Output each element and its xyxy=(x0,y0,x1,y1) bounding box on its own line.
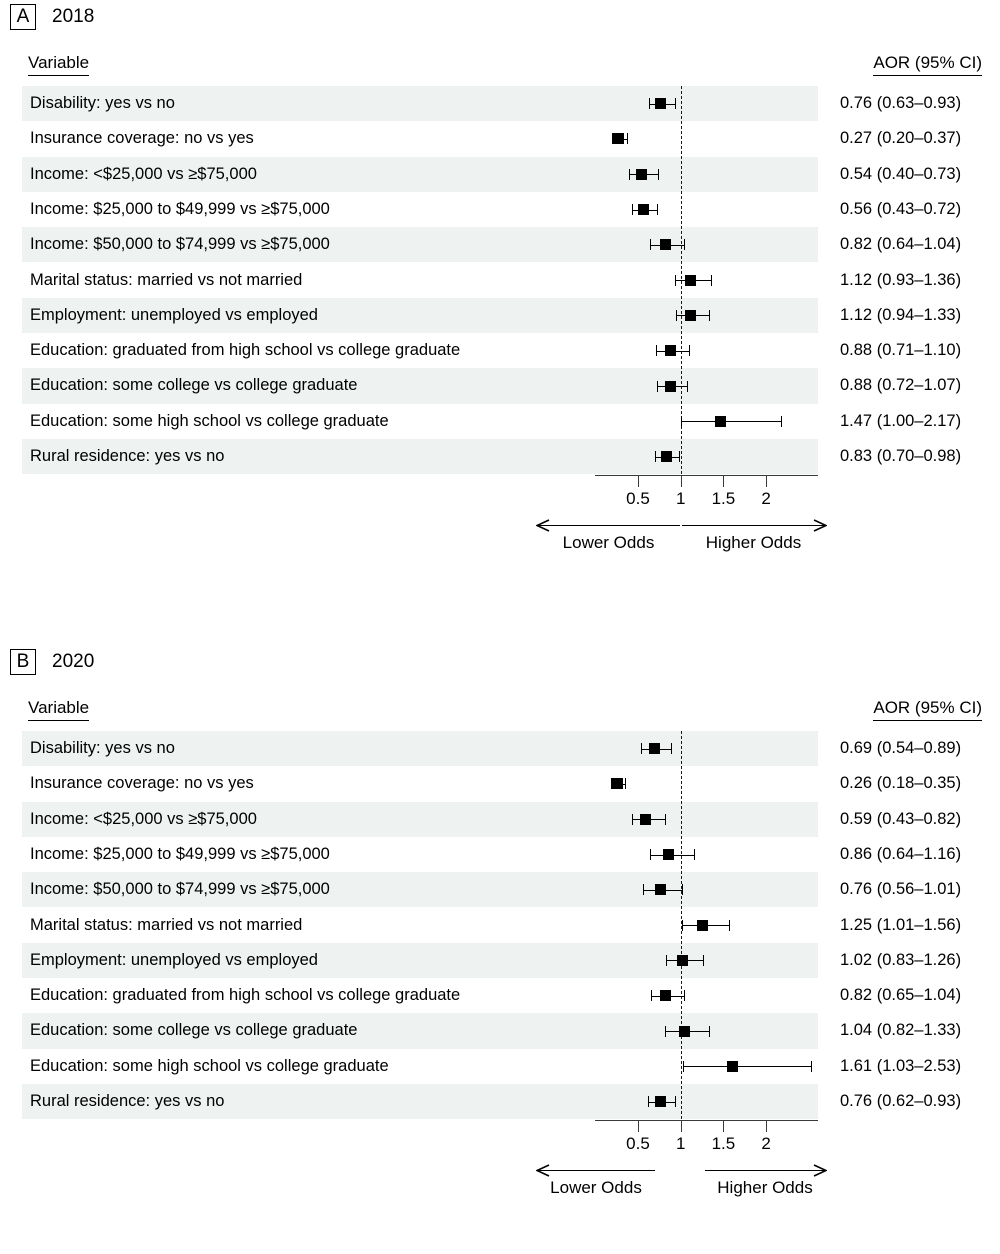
arrow-right-icon xyxy=(813,1164,827,1182)
arrow-left-icon xyxy=(536,519,550,537)
lower-odds-label: Lower Odds xyxy=(562,533,655,553)
variable-label: Rural residence: yes vs no xyxy=(30,447,225,465)
x-axis-tick xyxy=(638,476,639,487)
table-row xyxy=(22,192,962,227)
variable-label: Marital status: married vs not married xyxy=(30,270,303,289)
variable-label: Disability: yes vs no xyxy=(30,94,175,112)
panel-b-2020 xyxy=(0,645,1000,1198)
variable-label: Education: some college vs college graduate xyxy=(30,376,358,395)
x-axis-tick xyxy=(681,476,682,487)
variable-label: Employment: unemployed vs employed xyxy=(30,305,318,324)
table-row xyxy=(22,121,962,156)
x-axis-tick xyxy=(681,1121,682,1132)
table-row xyxy=(22,943,962,978)
aor-value: 1.02 (0.83–1.26) xyxy=(840,950,962,969)
x-axis-tick xyxy=(723,1121,724,1132)
variable-label: Income: <$25,000 vs ≥$75,000 xyxy=(30,164,257,183)
x-axis-line xyxy=(595,1120,818,1121)
panel-b-year: 2020 xyxy=(52,651,95,672)
aor-value: 0.26 (0.18–0.35) xyxy=(840,774,962,793)
variable-label: Income: $50,000 to $74,999 vs ≥$75,000 xyxy=(30,235,330,254)
aor-value: 0.86 (0.64–1.16) xyxy=(840,844,962,863)
aor-value: 0.88 (0.72–1.07) xyxy=(840,376,962,395)
variable-label: Rural residence: yes vs no xyxy=(30,1092,225,1110)
aor-value: 0.76 (0.63–0.93) xyxy=(840,94,962,112)
x-axis xyxy=(0,1120,1000,1198)
x-axis-tick xyxy=(723,476,724,487)
x-axis xyxy=(0,475,1000,553)
table-row xyxy=(22,298,962,333)
panel-b-rows xyxy=(0,731,1000,1119)
lower-odds-line xyxy=(537,1170,655,1171)
variable-label: Disability: yes vs no xyxy=(30,739,175,757)
variable-label: Education: graduated from high school vs college graduate xyxy=(30,341,461,360)
x-axis-tick xyxy=(638,1121,639,1132)
table-row xyxy=(22,1049,962,1084)
aor-value: 0.69 (0.54–0.89) xyxy=(840,739,962,757)
panel-a-column-headers xyxy=(0,52,1000,86)
panel-b-letter: B xyxy=(10,649,36,675)
column-header-aor: AOR (95% CI) xyxy=(873,697,982,721)
lower-odds-line xyxy=(537,525,680,526)
variable-label: Employment: unemployed vs employed xyxy=(30,950,318,969)
x-axis-tick-label: 2 xyxy=(761,489,771,509)
aor-value: 0.54 (0.40–0.73) xyxy=(840,164,962,183)
panel-a-year: 2018 xyxy=(52,6,95,27)
panel-b-header xyxy=(0,645,1000,697)
aor-value: 0.56 (0.43–0.72) xyxy=(840,199,962,218)
higher-odds-label: Higher Odds xyxy=(717,1178,813,1198)
table-row xyxy=(22,872,962,907)
table-row xyxy=(22,1013,962,1048)
variable-label: Education: some high school vs college graduate xyxy=(30,411,389,430)
aor-value: 0.76 (0.56–1.01) xyxy=(840,880,962,899)
table-row xyxy=(22,227,962,262)
aor-value: 1.61 (1.03–2.53) xyxy=(840,1056,962,1075)
table-row xyxy=(22,731,962,766)
table-row xyxy=(22,978,962,1013)
variable-label: Insurance coverage: no vs yes xyxy=(30,129,254,148)
x-axis-tick-label: 1.5 xyxy=(711,489,736,509)
higher-odds-line xyxy=(682,525,825,526)
table-row xyxy=(22,1084,962,1119)
aor-value: 1.12 (0.93–1.36) xyxy=(840,270,962,289)
aor-value: 0.82 (0.65–1.04) xyxy=(840,986,962,1005)
table-row xyxy=(22,439,962,474)
aor-value: 1.12 (0.94–1.33) xyxy=(840,305,962,324)
panel-a-header xyxy=(0,0,1000,52)
table-row xyxy=(22,802,962,837)
variable-label: Income: <$25,000 vs ≥$75,000 xyxy=(30,809,257,828)
variable-label: Insurance coverage: no vs yes xyxy=(30,774,254,793)
aor-value: 1.47 (1.00–2.17) xyxy=(840,411,962,430)
aor-value: 0.83 (0.70–0.98) xyxy=(840,447,962,465)
x-axis-line xyxy=(595,475,818,476)
variable-label: Income: $25,000 to $49,999 vs ≥$75,000 xyxy=(30,844,330,863)
variable-label: Education: graduated from high school vs college graduate xyxy=(30,986,461,1005)
higher-odds-label: Higher Odds xyxy=(705,533,802,553)
arrow-right-icon xyxy=(813,519,827,537)
column-header-aor: AOR (95% CI) xyxy=(873,52,982,76)
x-axis-tick-label: 1.5 xyxy=(711,1134,736,1154)
x-axis-tick xyxy=(766,476,767,487)
aor-value: 0.59 (0.43–0.82) xyxy=(840,809,962,828)
table-row xyxy=(22,86,962,121)
x-axis-tick-label: 0.5 xyxy=(626,1134,650,1154)
table-row xyxy=(22,263,962,298)
table-row xyxy=(22,837,962,872)
aor-value: 1.04 (0.82–1.33) xyxy=(840,1021,962,1040)
aor-value: 0.27 (0.20–0.37) xyxy=(840,129,962,148)
table-row xyxy=(22,766,962,801)
table-row xyxy=(22,404,962,439)
x-axis-tick-label: 2 xyxy=(761,1134,771,1154)
odds-direction-annotation xyxy=(0,519,1000,565)
lower-odds-label: Lower Odds xyxy=(550,1178,642,1198)
aor-value: 0.76 (0.62–0.93) xyxy=(840,1092,962,1110)
variable-label: Income: $50,000 to $74,999 vs ≥$75,000 xyxy=(30,880,330,899)
x-axis-tick xyxy=(766,1121,767,1132)
x-axis-tick-label: 1 xyxy=(675,1134,686,1154)
arrow-left-icon xyxy=(536,1164,550,1182)
variable-label: Marital status: married vs not married xyxy=(30,915,303,934)
panel-a-2018 xyxy=(0,0,1000,553)
aor-value: 0.82 (0.64–1.04) xyxy=(840,235,962,254)
x-axis-tick-label: 1 xyxy=(675,489,686,509)
variable-label: Education: some college vs college graduate xyxy=(30,1021,358,1040)
higher-odds-line xyxy=(705,1170,825,1171)
variable-label: Income: $25,000 to $49,999 vs ≥$75,000 xyxy=(30,199,330,218)
panel-b-column-headers xyxy=(0,697,1000,731)
variable-label: Education: some high school vs college graduate xyxy=(30,1056,389,1075)
aor-value: 1.25 (1.01–1.56) xyxy=(840,915,962,934)
column-header-variable: Variable xyxy=(28,697,89,721)
panel-a-letter: A xyxy=(10,4,36,30)
panel-a-rows xyxy=(0,86,1000,474)
odds-direction-annotation xyxy=(0,1164,1000,1210)
aor-value: 0.88 (0.71–1.10) xyxy=(840,341,962,360)
x-axis-tick-label: 0.5 xyxy=(626,489,650,509)
table-row xyxy=(22,368,962,403)
table-row xyxy=(22,908,962,943)
table-row xyxy=(22,333,962,368)
column-header-variable: Variable xyxy=(28,52,89,76)
table-row xyxy=(22,157,962,192)
